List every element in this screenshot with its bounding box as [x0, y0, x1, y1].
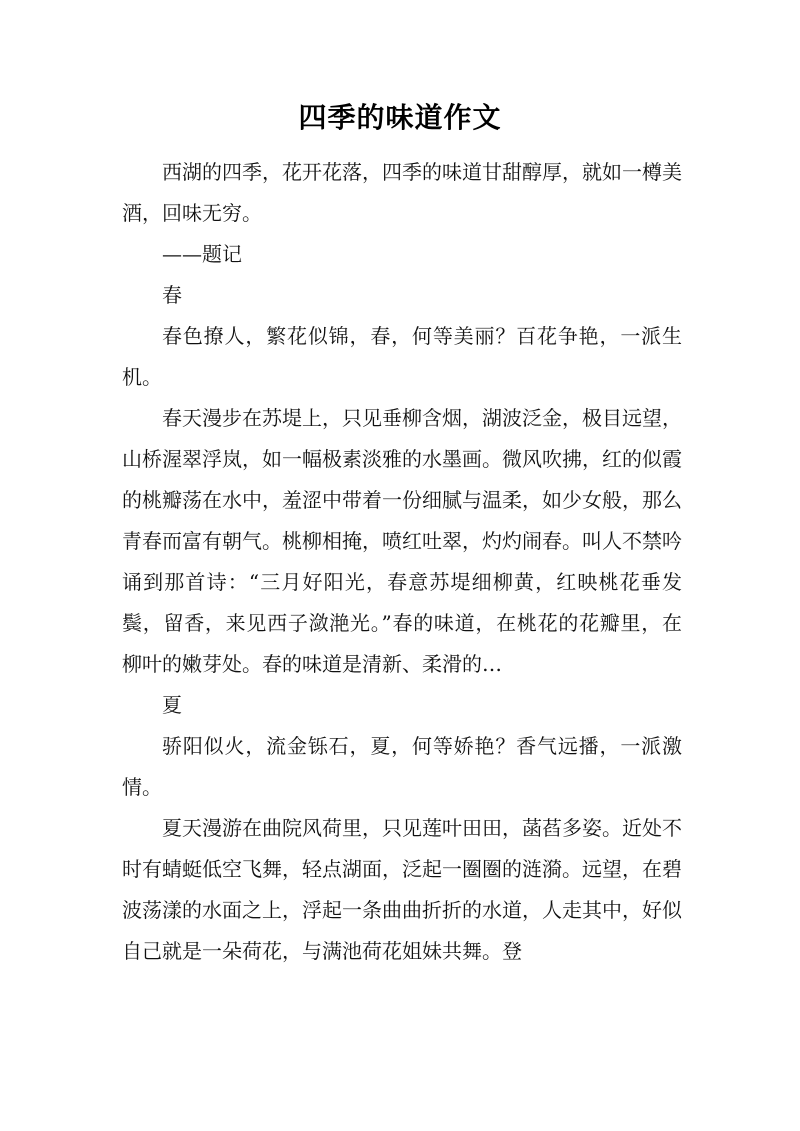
paragraph-epigraph: ——题记: [162, 242, 242, 266]
paragraph-spring-1: 春色撩人，繁花似锦，春，何等美丽？百花争艳，一派生机。: [122, 324, 682, 389]
paragraph-summer-1: 骄阳似火，流金铄石，夏，何等娇艳？香气远播，一派激情。: [122, 734, 682, 799]
paragraph-intro: 西湖的四季，花开花落，四季的味道甘甜醇厚，就如一樽美酒，回味无穷。: [122, 160, 682, 225]
paragraph-summer-2: 夏天漫游在曲院风荷里，只见莲叶田田，菡萏多姿。近处不时有蜻蜓低空飞舞，轻点湖面，泛起一圈圈的涟漪。远望，在碧波荡漾的水面之上，浮起一条曲曲折折的水道，人走其中，好似自己就是一朵荷花，与满池荷花姐妹共舞。登: [122, 816, 682, 963]
document-title: 四季的味道作文: [298, 101, 502, 134]
paragraph-spring-2: 春天漫步在苏堤上，只见垂柳含烟，湖波泛金，极目远望，山桥渥翠浮岚，如一幅极素淡雅的水墨画。微风吹拂，红的似霞的桃瓣荡在水中，羞涩中带着一份细腻与温柔，如少女般，那么青春而富有朝气。桃柳相掩，喷红吐翠，灼灼闹春。叫人不禁吟诵到那首诗：“三月好阳光，春意苏堤细柳黄，红映桃花垂发鬓，留香，来见西子潋滟光。”春的味道，在桃花的花瓣里，在柳叶的嫩芽处。春的味道是清新、柔滑的…: [122, 406, 682, 676]
section-heading-spring: 春: [162, 283, 182, 307]
document-body: [122, 152, 682, 972]
section-heading-summer: 夏: [162, 693, 182, 717]
